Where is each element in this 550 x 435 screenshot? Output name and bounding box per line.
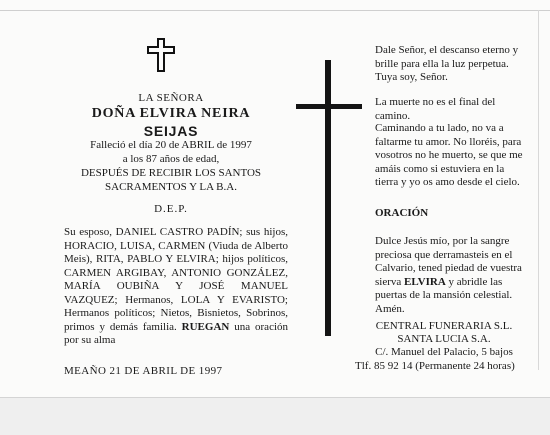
age-text: a los 87 años de edad, — [122, 153, 220, 165]
large-cross-icon — [296, 60, 362, 336]
funeral-home-phone: Tlf. 85 92 14 (Permanente 24 horas) — [355, 360, 515, 372]
oracion-name: ELVIRA — [404, 275, 446, 288]
oracion-text-a: Dulce Jesús mío, por la sangre preciosa que derramasteis en el Calvario, tened piedad de vuestra sierva — [375, 235, 522, 288]
prayer-eternal-rest: Dale Señor, el descanso eterno y brille para ella la luz perpetua. Tuya soy, Señor. — [375, 44, 519, 83]
place-date: MEAÑO 21 DE ABRIL DE 1997 — [64, 365, 223, 377]
oracion-text-b: y abridle las puertas de la mansión celestial. Amén. — [375, 275, 513, 315]
prayer-death-not-end: La muerte no es el final del camino. — [375, 96, 496, 122]
family-paragraph — [64, 226, 288, 348]
sacraments-line-1: DESPUÉS DE RECIBIR LOS SANTOS — [80, 167, 262, 179]
funeral-home-name: CENTRAL FUNERARIA S.L. — [375, 320, 513, 332]
oracion-heading: ORACIÓN — [375, 207, 429, 219]
card-top-edge — [0, 10, 550, 11]
death-date: Falleció el día 20 de ABRIL de 1997 — [90, 139, 252, 151]
family-list: Su esposo, DANIEL CASTRO PADÍN; sus hijos, HORACIO, LUISA, CARMEN (Viuda de Alberto Meis), RITA, PABLO Y ELVIRA; hijos políticos, CARMEN ARGIBAY, ANTONIO GONZÁLEZ, MARÍA OUBIÑA Y JOSÉ MANUEL VAZQUEZ; Hermanos, LOLA Y EVARISTO; Hermanos políticos; Nietos, Bisnietos, Sobrinos, primos y demás familia. — [64, 226, 288, 333]
small-cross-icon — [147, 38, 175, 72]
funeral-home-sub: SANTA LUCIA S.A. — [397, 333, 491, 345]
card-bottom-shadow — [0, 398, 550, 435]
deceased-name: DOÑA ELVIRA NEIRA — [91, 106, 251, 121]
ruegan-text: una oración por su alma — [64, 320, 289, 346]
prayer-walking: Caminando a tu lado, no va a faltarme tu amor. No lloréis, para vosotros no he muerto, se que me amáis como si estuviera en la tierra y yo os amo desde el cielo. — [375, 122, 523, 188]
deceased-surname: SEIJAS — [143, 123, 199, 139]
funeral-home-address: C/. Manuel del Palacio, 5 bajos — [375, 346, 513, 358]
card-right-edge — [538, 10, 539, 370]
oracion-text — [375, 235, 525, 316]
title-label: LA SEÑORA — [138, 92, 204, 104]
dep-label: D.E.P. — [154, 203, 188, 215]
ruegan-label: RUEGAN — [181, 320, 230, 333]
sacraments-line-2: SACRAMENTOS Y LA B.A. — [105, 181, 237, 193]
